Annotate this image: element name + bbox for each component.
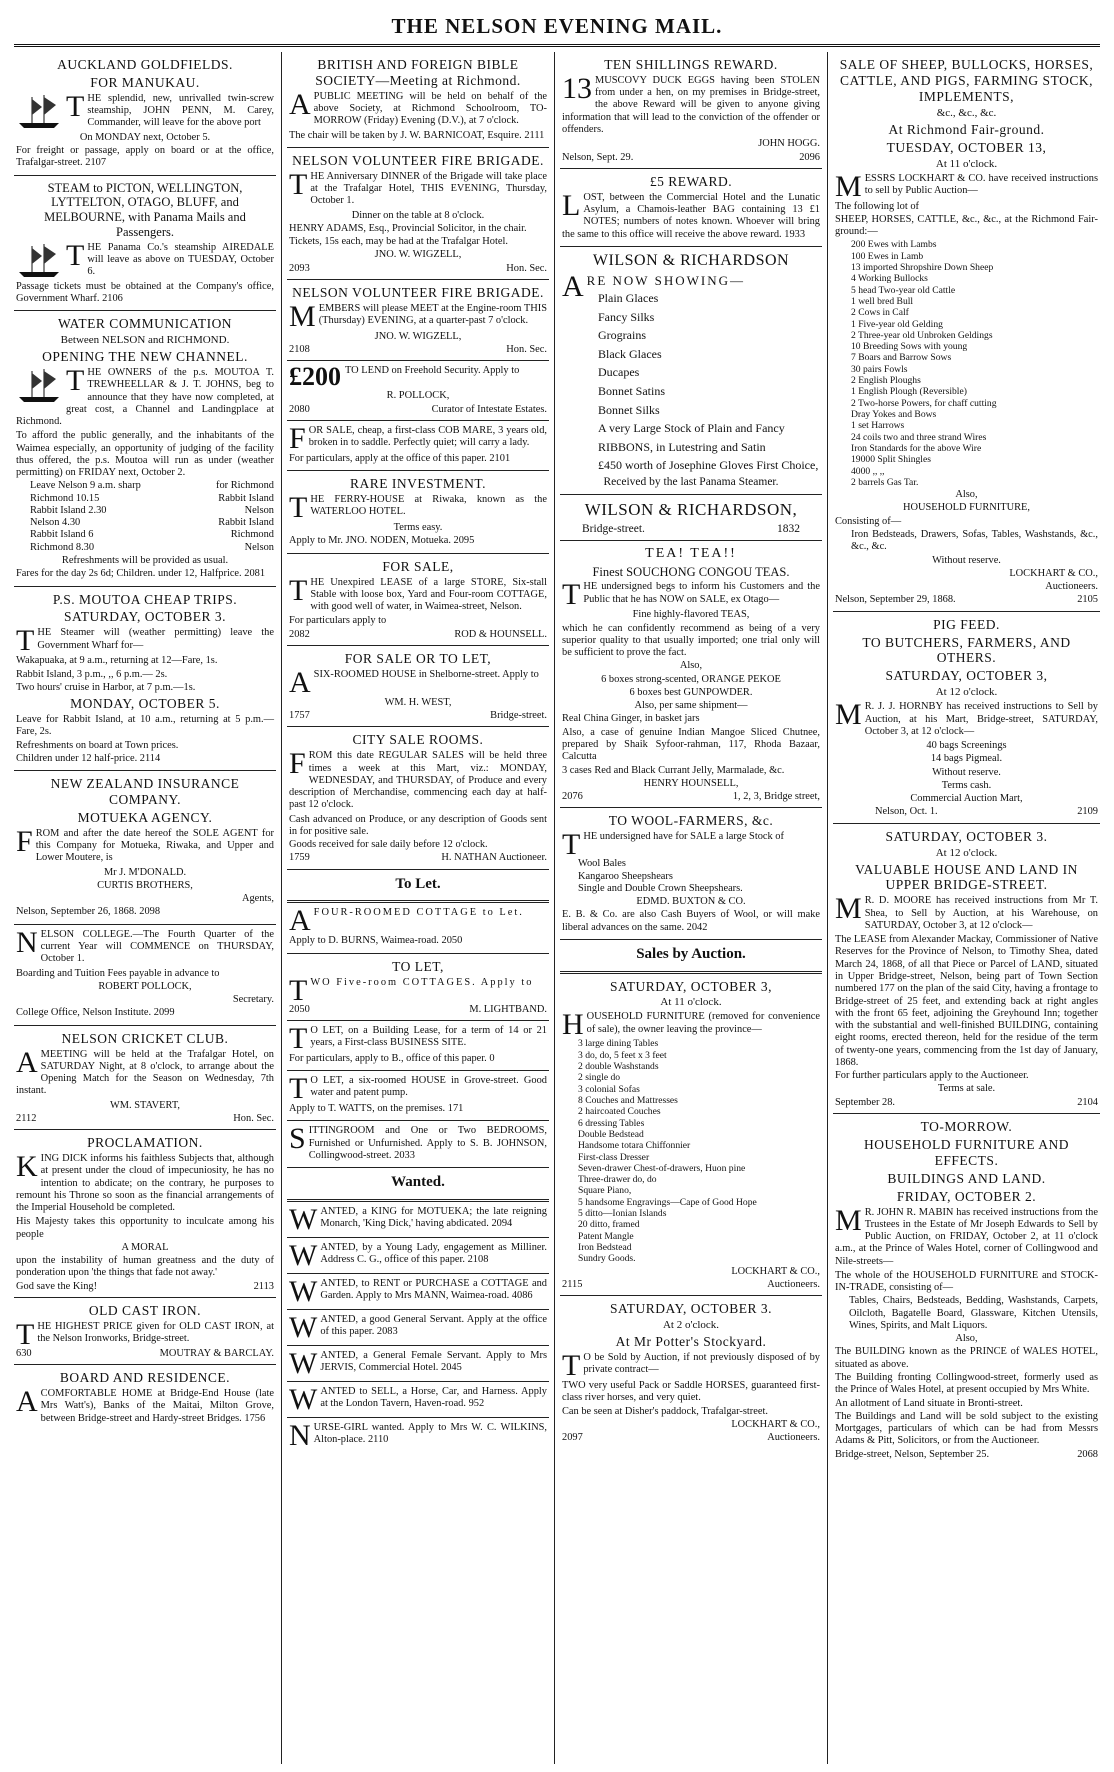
ad-body: ELSON COLLEGE.—The Fourth Quarter of the current Year will COMMENCE on THURSDAY, October 1.: [40, 928, 274, 965]
drop-cap: T: [16, 1317, 35, 1351]
ad-number: 2099: [153, 1007, 175, 1019]
ad-date: On MONDAY next, October 5.: [79, 131, 211, 143]
drop-cap: H: [562, 1008, 584, 1042]
ad-title: BRITISH AND FOREIGN BIBLE SOCIETY—Meeting at Richmond.: [315, 57, 521, 88]
ad-number: 2050: [289, 1003, 310, 1015]
ad-title: CITY SALE ROOMS.: [352, 732, 484, 748]
ad-body: ANTED to SELL, a Horse, Car, and Harness. Apply at the London Tavern, Haven-road.: [320, 1385, 547, 1410]
ad-nelson-college: NELSON COLLEGE.—The Fourth Quarter of the current Year will COMMENCE on THURSDAY, October 1. Boarding and Tuition Fees payable in advance to ROBERT POLLOCK, Secretary. College Office, Nelson Institute. 2099: [14, 925, 276, 1026]
column-4: [833, 52, 1100, 1764]
ad-title: PIG FEED.: [933, 616, 1000, 632]
drop-cap: M: [835, 1203, 862, 1237]
column-2: [287, 52, 549, 1764]
ad-number: 2076: [562, 791, 583, 803]
ad-nurse-girl: [287, 1418, 549, 1453]
ad-body: ROM and after the date hereof the SOLE AGENT for this Company for Motueka, Riwaka, and Upper and Lower Moutere, is: [35, 827, 274, 864]
drop-cap: S: [289, 1122, 306, 1156]
ad-money-to-lend: £200 TO LEND on Freehold Security. Apply to R. POLLOCK, 2080 Curator of Intestate Estates.: [287, 361, 549, 421]
ad-number: 2114: [139, 752, 161, 764]
ad-to-morrow: TO-MORROW. HOUSEHOLD FURNITURE AND EFFECTS. BUILDINGS AND LAND. FRIDAY, OCTOBER 2. M R. JOHN R. MABIN has received instructions from the Trustees in the Estate of Mr Joseph Edwards to Sell by Public Auction, on FRIDAY, October 2, at 11 o'clock a.m., at the Prince of Wales Hotel, corner of Collingwood and Nile-streets— The whole of the HOUSEHOLD FURNITURE and STOCK-IN-TRADE, consisting of— Tables, Chairs, Bedsteads, Bedding, Washstands, Carpets, Oilcloth, Bagatelle Board, Glassware, Kitchen Utensils, Wines, Spirits, and Malt Liquors. Also, The BUILDING known as the PRINCE of WALES HOTEL, situated as above. The Building fronting Collingwood-street, formerly used as the Prince of Wales Hotel, at present occupied by Mrs White. An allotment of Land situate in Bronti-street. The Buildings and Land will be sold subject to the existing Mortgages, particulars of which can be had from Messrs Adams & Pitt, Solicitors, or from the Auctioneer. Bridge-street, Nelson, September 25. 2068: [835, 1118, 1098, 1460]
ad-number: 2113: [253, 1280, 274, 1292]
ad-title: AUCKLAND GOLDFIELDS.: [57, 57, 233, 72]
ad-cob-mare: FOR SALE, cheap, a first-class COB MARE, 3 years old, broken in to saddle. Perfectly quiet; will carry a lady. For particulars, apply at the office of this paper. 2101: [287, 421, 549, 471]
ad-title: WILSON & RICHARDSON,: [584, 500, 798, 520]
ad-number: 2083: [376, 1326, 398, 1338]
drop-cap: 13: [562, 71, 592, 105]
ad-date: SATURDAY, OCTOBER 3,: [609, 978, 773, 994]
ad-title: P.S. MOUTOA CHEAP TRIPS.: [52, 591, 238, 607]
column-rule: [281, 52, 282, 1764]
ad-ten-shillings-reward: TEN SHILLINGS REWARD. 13 MUSCOVY DUCK EGGS having been STOLEN from under a hen, on my premises in Bridge-street, the above Reward will be given to anyone giving information that will lead to the conviction of the offender or offenders. JOHN HOGG. Nelson, Sept. 29. 2096: [560, 52, 822, 169]
ad-date: SATURDAY, OCTOBER 3,: [885, 668, 1048, 684]
drop-cap: A: [16, 1045, 38, 1079]
ad-subtitle: OPENING THE NEW CHANNEL.: [42, 349, 248, 365]
ad-note: Refreshments will be provided as usual.: [61, 554, 229, 566]
ad-title: NELSON VOLUNTEER FIRE BRIGADE.: [292, 152, 544, 168]
drop-cap: N: [289, 1418, 311, 1452]
ad-tea: TEA! TEA!! Finest SOUCHONG CONGOU TEAS. THE undersigned begs to inform his Customers and the Public that he has NOW on SALE, ex Otago— Fine highly-flavored TEAS, which he can confidently recommend as being of a very superior quality to that usually imported; one trial only will be sufficient to prove the fact. Also, 6 boxes strong-scented, ORANGE PEKOE 6 boxes best GUNPOWDER. Also, per same shipment— Real China Ginger, in basket jars Also, a case of genuine Indian Mangoe Sliced Chutnee, prepared by Shaik Syfoor-rahman, 117, Rhoda Bazaar, Calcutta 3 cases Red and Black Currant Jelly, Marmalade, &c. HENRY HOUNSELL, 2076 1, 2, 3, Bridge street,: [560, 541, 822, 808]
ad-city-sale-rooms: CITY SALE ROOMS. FROM this date REGULAR SALES will be held three times a week at this Mart, viz.: MONDAY, WEDNESDAY, and THURSDAY, of Produce and every description of Merchandise, commencing each day at half-past 12 o'clock. Cash advanced on Produce, or any description of Goods sent in for positive sale. Goods received for sale daily before 12 o'clock. 1759 H. NATHAN Auctioneer.: [287, 727, 549, 869]
drop-cap: A: [16, 1385, 38, 1419]
ad-subtitle: Finest SOUCHONG CONGOU TEAS.: [592, 564, 790, 579]
ad-house-and-land: SATURDAY, OCTOBER 3. At 12 o'clock. VALUABLE HOUSE AND LAND IN UPPER BRIDGE-STREET. M R. D. MOORE has received instructions from Mr T. Shea, to Sell by Auction, at his Warehouse, on SATURDAY, October 3, at 12 o'clock— The LEASE from Alexander Mackay, Commissioner of Native Reserves for the Province of Nelson, to Timothy Shea, dated March 24, 1868, of all that Piece or Parcel of LAND, situated in Upper Bridge-street, Nelson, being part of Town Section numbered 177 on the plan of the said City, having a frontage to Bridge-street of 25 feet, and extending back at right angles with the front 65 feet, adjoining the Greyhound Inn; together with the substantial and well-finished BUILDING, containing eight rooms, erected thereon, held for the residue of the term of twenty-one years, commencing from the 1st day of January, 1868. For further particulars apply to the Auctioneer. Terms at sale. September 28. 2104: [833, 824, 1100, 1114]
section-sales-by-auction: [560, 940, 822, 974]
ad-body: HE undersigned have for SALE a large Stock of: [583, 831, 784, 843]
ad-moutoa-trips: P.S. MOUTOA CHEAP TRIPS. SATURDAY, OCTOBER 3. THE Steamer will (weather permitting) leave the Government Wharf for— Wakapuaka, at 9 a.m., returning at 12—Fare, 1s. Rabbit Island, 3 p.m., ,, 6 p.m.— 2s. Two hours' cruise in Harbor, at 7 p.m.—1s. MONDAY, OCTOBER 5. Leave for Rabbit Island, at 10 a.m., returning at 5 p.m.—Fare, 2s. Refreshments on board at Town prices. Children under 12 half-price. 2114: [14, 587, 276, 772]
ad-board-residence: [14, 1365, 276, 1430]
ad-body: To afford the public generally, and the inhabitants of the Waimea especially, an opportunity of judging of the facility thus offered, the p.s. Moutoa will run as under (weather permitting) on FRIDAY next, October 2.: [16, 430, 274, 479]
drop-cap: T: [289, 167, 308, 201]
ad-subtitle: TO BUTCHERS, FARMERS, AND OTHERS.: [862, 634, 1071, 666]
ad-number: 2081: [244, 568, 266, 580]
ad-title: BOARD AND RESIDENCE.: [59, 1370, 231, 1386]
ad-title: NELSON CRICKET CLUB.: [61, 1030, 229, 1046]
ad-body: HE Panama Co.'s steamship AIREDALE will leave as above on TUESDAY, October 6.: [87, 241, 274, 278]
drop-cap: W: [289, 1202, 318, 1236]
ad-footer: For freight or passage, apply on board or at the office, Trafalgar-street.: [16, 145, 274, 169]
drop-cap: K: [16, 1150, 38, 1184]
drop-cap: W: [289, 1274, 318, 1308]
drop-cap: W: [289, 1310, 318, 1344]
ad-number: 2045: [441, 1362, 462, 1374]
drop-cap: T: [289, 1072, 308, 1106]
ad-footer: Fares for the day 2s 6d; Children. under 12, Halfprice.: [16, 568, 242, 580]
ad-title: WILSON & RICHARDSON: [592, 251, 790, 269]
ad-body: ANTED, by a Young Lady, engagement as Milliner. Address C. G., office of this paper.: [320, 1241, 547, 1266]
ad-grove-street: T O LET, a six-roomed HOUSE in Grove-street. Good water and patent pump. Apply to T. WATTS, on the premises. 171: [287, 1071, 549, 1121]
column-3: [560, 52, 822, 1764]
ad-wanted-king: [287, 1202, 549, 1238]
column-1: [14, 52, 276, 1764]
ad-footer: Passage tickets must be obtained at the Company's office, Government Wharf.: [16, 280, 274, 304]
drop-cap: T: [289, 1021, 308, 1055]
ad-number: 1759: [289, 852, 310, 864]
section-heading: Wanted.: [391, 1174, 445, 1191]
ad-body: COMFORTABLE HOME at Bridge-End House (late Mrs Watt's), Banks of the Maitai, Milton Grove, between Bridge-street and Hardy-street Bridges.: [40, 1388, 274, 1424]
ad-auckland-goldfields: [14, 52, 276, 176]
ad-water-communication: [14, 311, 276, 586]
ad-wanted-sell-horse: [287, 1382, 549, 1418]
ad-wanted-servant: [287, 1310, 549, 1346]
drop-cap: T: [66, 89, 85, 123]
ad-cottage: AFOUR-ROOMED COTTAGE to Let. Apply to D. BURNS, Waimea-road. 2050: [287, 903, 549, 953]
ad-subtitle: MOTUEKA AGENCY.: [77, 809, 213, 825]
ad-body: HE Anniversary DINNER of the Brigade will take place at the Trafalgar Hotel, THIS EVENING, Thursday, October 1.: [310, 170, 547, 207]
section-heading: To Let.: [395, 875, 441, 892]
ad-title: VALUABLE HOUSE AND LAND IN UPPER BRIDGE-STREET.: [855, 861, 1078, 893]
drop-cap: T: [562, 828, 581, 862]
ad-body: TO LEND on Freehold Security. Apply to: [345, 365, 520, 377]
ad-body: R. D. MOORE has received instructions from Mr T. Shea, to Sell by Auction, at his Warehouse, on SATURDAY, October 3, at 12 o'clock—: [864, 895, 1098, 931]
drop-cap: T: [289, 491, 308, 525]
drop-cap: A: [289, 904, 311, 938]
ad-number: 630: [16, 1347, 32, 1359]
ad-number: 2098: [139, 906, 161, 918]
column-rule: [554, 52, 555, 1764]
ad-building-lease: T O LET, on a Building Lease, for a term of 14 or 21 years, a First-class BUSINESS SITE. For particulars, apply to B., office of this paper. 0: [287, 1021, 549, 1071]
ad-subtitle: FOR MANUKAU.: [90, 74, 200, 90]
ad-body: OUSEHOLD FURNITURE (removed for convenience of sale), the owner leaving the province—: [586, 1011, 820, 1035]
goods-list: Plain Glaces Fancy Silks Grograins Black Glaces Ducapes Bonnet Satins Bonnet Silks A very Large Stock of Plain and Fancy RIBBONS, in Lutestring and Satin £450 worth of Josephine Gloves First Choice,: [598, 290, 819, 473]
column-rule: [827, 52, 828, 1764]
ad-body: HE Steamer will (weather permitting) leave the Government Wharf for—: [37, 627, 274, 651]
ship-icon: [16, 367, 62, 405]
drop-cap: F: [16, 824, 33, 858]
drop-cap: A: [289, 87, 311, 121]
section-wanted: [287, 1168, 549, 1202]
ad-number: 2042: [686, 921, 708, 933]
ad-wool-farmers: TO WOOL-FARMERS, &c. THE undersigned have for SALE a large Stock of Wool Bales Kangaroo Sheepshears Single and Double Crown Sheepshears. EDMD. BUXTON & CO. E. B. & Co. are also Cash Buyers of Wool, or will make liberal advances on the same. 2042: [560, 808, 822, 940]
ad-number: 1832: [777, 522, 800, 535]
ad-body: HE splendid, new, unrivalled twin-screw steamship, JOHN PENN, M. Carey, Commander, will leave for the above port: [87, 92, 274, 129]
ad-title: £5 REWARD.: [649, 173, 733, 189]
ad-fire-brigade-dinner: NELSON VOLUNTEER FIRE BRIGADE. THE Anniversary DINNER of the Brigade will take place at the Trafalgar Hotel, THIS EVENING, Thursday, October 1. Dinner on the table at 8 o'clock. HENRY ADAMS, Esq., Provincial Solicitor, in the chair. Tickets, 15s each, may be had at the Trafalgar Hotel. JNO. W. WIGZELL, 2093 Hon. Sec.: [287, 148, 549, 280]
ad-sale-of-sheep: SALE OF SHEEP, BULLOCKS, HORSES, CATTLE, AND PIGS, FARMING STOCK, IMPLEMENTS, &c., &c., &c. At Richmond Fair-ground. TUESDAY, OCTOBER 13, At 11 o'clock. MESSRS LOCKHART & CO. have received instructions to sell by Public Auction— The following lot of SHEEP, HORSES, CATTLE, &c., &c., at the Richmond Fair-ground:— 200 Ewes with Lambs 100 Ewes in Lamb 13 imported Shropshire Down Sheep 4 Working Bullocks 5 head Two-year old Cattle 1 well bred Bull 2 Cows in Calf 1 Five-year old Gelding 2 Three-year old Unbroken Geldings 10 Breeding Sows with young 7 Boars and Barrow Sows 30 pairs Fowls 2 English Ploughs 1 English Plough (Reversible) 2 Two-horse Powers, for chaff cutting Dray Yokes and Bows 1 set Harrows 24 coils two and three strand Wires Iron Standards for the above Wire 19000 Split Shingles 4000 ,, ,, 2 barrels Gas Tar. Also, HOUSEHOLD FURNITURE, Consisting of— Iron Bedsteads, Drawers, Sofas, Tables, Washstands, &c., &c., &c. Without reserve. LOCKHART & CO., Auctioneers. Nelson, September 29, 1868. 2105: [833, 52, 1100, 612]
ad-number: 2108: [467, 1254, 489, 1266]
section-heading: Sales by Auction.: [636, 945, 746, 962]
ad-rare-investment: RARE INVESTMENT. THE FERRY-HOUSE at Riwaka, known as the WATERLOO HOTEL. Terms easy. Apply to Mr. JNO. NODEN, Motueka. 2095: [287, 471, 549, 553]
ad-old-cast-iron: OLD CAST IRON. THE HIGHEST PRICE given for OLD CAST IRON, at the Nelson Ironworks, Bridge-street. 630 MOUTRAY & BARCLAY.: [14, 1298, 276, 1365]
ad-body: ESSRS LOCKHART & CO. have received instructions to sell by Public Auction—: [864, 172, 1098, 196]
ad-title: PROCLAMATION.: [87, 1135, 203, 1151]
ad-number: 2108: [289, 344, 310, 356]
ad-nz-insurance: NEW ZEALAND INSURANCE COMPANY. MOTUEKA AGENCY. FROM and after the date hereof the SOLE AGENT for this Company for Motueka, Riwaka, and Upper and Lower Moutere, is Mr J. M'DONALD. CURTIS BROTHERS, Agents, Nelson, September 26, 1868. 2098: [14, 771, 276, 925]
drop-cap: A: [289, 665, 311, 699]
ad-title: FOR SALE OR TO LET,: [344, 650, 492, 666]
ad-potters-stockyard: SATURDAY, OCTOBER 3. At 2 o'clock. At Mr Potter's Stockyard. T O be Sold by Auction, if not previously disposed of by private contract— TWO very useful Pack or Saddle HORSES, guaranteed first-class river horses, and very quiet. Can be seen at Disher's paddock, Trafalgar-street. LOCKHART & CO., 2097 Auctioneers.: [562, 1301, 820, 1444]
drop-cap: M: [289, 299, 316, 333]
ad-title: STEAM to PICTON, WELLINGTON, LYTTELTON, OTAGO, BLUFF, and MELBOURNE, with Panama Mails and Passengers.: [44, 180, 246, 239]
ad-body: SIX-ROOMED HOUSE in Shelborne-street. Apply to: [313, 668, 539, 680]
drop-cap: M: [835, 169, 862, 203]
ad-number: 4086: [511, 1290, 533, 1302]
drop-cap: F: [289, 747, 306, 781]
ad-body: O LET, a six-roomed HOUSE in Grove-street. Good water and patent pump.: [310, 1075, 547, 1099]
ad-body: R. J. J. HORNBY has received instructions to Sell by Auction, at his Mart, Bridge-street, SATURDAY, October 3, at 12 o'clock—: [864, 701, 1098, 737]
ad-wilson-richardson-showing: WILSON & RICHARDSON ARE NOW SHOWING— Plain Glaces Fancy Silks Grograins Black Glaces Ducapes Bonnet Satins Bonnet Silks A very Large Stock of Plain and Fancy RIBBONS, in Lutestring and Satin £450 worth of Josephine Gloves First Choice, Received by the last Panama Steamer.: [560, 247, 822, 496]
ad-to-let-cottages: TO LET, TWO Five-room COTTAGES. Apply to 2050 M. LIGHTBAND.: [287, 954, 549, 1021]
ad-number: 2107: [85, 157, 107, 169]
ad-date: SATURDAY, OCTOBER 3.: [609, 1301, 773, 1317]
ad-body: WO Five-room COTTAGES. Apply to: [310, 976, 534, 988]
ad-title: TO LET,: [392, 958, 444, 974]
ad-body: ING DICK informs his faithless Subjects that, although at present under the cloud of impecuniosity, he has no intention to abdicate; on the contrary, he purposes to remount his Throne so soon as the financial arrangements of the Imperial Household be completed.: [16, 1153, 274, 1214]
ad-body: ANTED, to RENT or PURCHASE a COTTAGE and Garden. Apply to Mrs MANN, Waimea-road.: [320, 1277, 547, 1302]
stock-list: 200 Ewes with Lambs 100 Ewes in Lamb 13 imported Shropshire Down Sheep 4 Working Bullocks 5 head Two-year old Cattle 1 well bred Bull 2 Cows in Calf 1 Five-year old Gelding 2 Three-year old Unbroken Geldings 10 Breeding Sows with young 7 Boars and Barrow Sows 30 pairs Fowls 2 English Ploughs 1 English Plough (Reversible) 2 Two-horse Powers, for chaff cutting Dray Yokes and Bows 1 set Harrows 24 coils two and three strand Wires Iron Standards for the above Wire 19000 Split Shingles 4000 ,, ,, 2 barrels Gas Tar.: [851, 239, 997, 488]
ad-pig-feed: PIG FEED. TO BUTCHERS, FARMERS, AND OTHERS. SATURDAY, OCTOBER 3, At 12 o'clock. M R. J. J. HORNBY has received instructions to Sell by Auction, at his Mart, Bridge-street, SATURDAY, October 3, at 12 o'clock— 40 bags Screenings 14 bags Pigmeal. Without reserve. Terms cash. Commercial Auction Mart, Nelson, Oct. 1. 2109: [833, 612, 1100, 824]
ad-date: SATURDAY, OCTOBER 3.: [885, 828, 1048, 844]
ad-title: TEN SHILLINGS REWARD.: [604, 57, 778, 72]
ad-number: 2096: [799, 151, 820, 163]
ad-body: OST, between the Commercial Hotel and the Lunatic Asylum, a Chamois-leather BAG containing 13 £1 NOTES; numbers of notes known. Whoever will bring the same to this office will receive the above reward.: [562, 191, 820, 240]
ad-for-sale-store: FOR SALE, THE Unexpired LEASE of a large STORE, Six-stall Stable with loose box, Yard and Four-room COTTAGE, with good well of water, in Waimea-street, Nelson. For particulars apply to 2082 ROD & HOUNSELL.: [287, 554, 549, 646]
drop-cap: L: [562, 188, 581, 222]
ship-icon: [16, 93, 62, 131]
ad-number: 2050: [441, 935, 463, 947]
drop-cap: W: [289, 1346, 318, 1380]
ad-title: TO WOOL-FARMERS, &c.: [608, 813, 774, 829]
masthead: THE NELSON EVENING MAIL.: [391, 14, 723, 38]
ad-body: ANTED, a good General Servant. Apply at the office of this paper.: [320, 1313, 547, 1338]
section-to-let: [287, 870, 549, 904]
ad-number: 2101: [489, 452, 511, 464]
ad-date: SATURDAY, OCTOBER 3.: [63, 609, 227, 625]
lend-amount: £200: [289, 362, 341, 392]
furniture-list: 3 large dining Tables 3 do, do, 5 feet x 3 feet 2 double Washstands 2 single do 3 colonial Sofas 8 Couches and Mattresses 2 haircoated Couches 6 dressing Tables Double Bedstead Handsome totara Chiffonnier First-class Dresser Seven-drawer Chest-of-drawers, Huon pine Three-drawer do, do Square Piano, 5 handsome Engravings—Cape of Good Hope 5 ditto—Ionian Islands 20 ditto, framed Patent Mangle Iron Bedstead Sundry Goods.: [578, 1038, 757, 1265]
drop-cap: N: [16, 925, 38, 959]
ad-number: 1757: [289, 710, 310, 722]
ad-body: O be Sold by Auction, if not previously disposed of by private contract—: [583, 1352, 820, 1376]
ad-body: MUSCOVY DUCK EGGS having been STOLEN from under a hen, on my premises in Bridge-street, the above Reward will be given to anyone giving information that will lead to the conviction of the offender or offenders.: [562, 74, 820, 135]
ad-wanted-female-servant: [287, 1346, 549, 1382]
ad-title: TO-MORROW.: [920, 1118, 1013, 1134]
ad-body: O LET, on a Building Lease, for a term of 14 or 21 years, a First-class BUSINESS SITE.: [310, 1024, 547, 1049]
ad-number: 2080: [289, 403, 310, 415]
ad-number: 2106: [102, 292, 123, 304]
ad-number: 2109: [1077, 806, 1098, 818]
ad-number: 952: [468, 1398, 485, 1410]
ad-body: FOUR-ROOMED COTTAGE to Let.: [313, 907, 524, 919]
ad-body: R. JOHN R. MABIN has received instructions from the Trustees in the Estate of Mr Joseph Edwards to Sell by Public Auction, on FRIDAY, October 2, at 11 o'clock a.m., at the Prince of Wales Hotel, corner of Collingwood and Nile-streets—: [835, 1206, 1098, 1267]
ad-subtitle: BUILDINGS AND LAND.: [887, 1170, 1046, 1186]
ad-subtitle: HOUSEHOLD FURNITURE AND EFFECTS.: [863, 1136, 1069, 1168]
ad-number: 2094: [491, 1218, 513, 1230]
drop-cap: F: [289, 421, 306, 455]
ad-number: 1756: [244, 1412, 266, 1424]
ad-wanted-cottage: [287, 1274, 549, 1310]
ad-number: 1933: [784, 228, 806, 240]
ad-five-pound-reward: [560, 169, 822, 247]
ad-number: 2104: [1077, 1096, 1098, 1108]
ad-body: PUBLIC MEETING will be held on behalf of the above Society, at Richmond Schoolroom, TO-MORROW (Friday) Evening (D.V.), at 7 o'clock.: [313, 90, 547, 127]
drop-cap: T: [289, 573, 308, 607]
ad-title: TEA! TEA!!: [645, 546, 737, 562]
ad-steam-picton: [14, 176, 276, 312]
ad-title: RARE INVESTMENT.: [350, 476, 486, 492]
ad-body: ROM this date REGULAR SALES will be held three times a week at this Mart, viz.: MONDAY, WEDNESDAY, and THURSDAY, of Produce and every description of Merchandise, commencing each day at half-past 12 o'clock.: [289, 750, 547, 811]
ad-body: EMBERS will please MEET at the Engine-room THIS (Thursday) EVENING, at a quarter-past 7 o'clock.: [318, 302, 547, 327]
ad-number: 2110: [367, 1434, 389, 1446]
timetable: Leave Nelson 9 a.m. sharp for Richmond Richmond 10.15 Rabbit Island Rabbit Island 2.30 Nelson Nelson 4.30 Rabbit Island Rabbit Island 6 Richmond Richmond 8.30 Nelson: [30, 480, 274, 553]
ad-body: ITTINGROOM and One or Two BEDROOMS, Furnished or Unfurnished. Apply to S. B. JOHNSON, Collingwood-street.: [308, 1125, 547, 1161]
drop-cap: W: [289, 1382, 318, 1416]
ad-body: HE OWNERS of the p.s. MOUTOA T. TREWHEELLAR & J. T. JOHNS, beg to announce that they have now completed, at great cost, a Channel and Landingplace at Richmond.: [16, 366, 274, 428]
drop-cap: A: [562, 269, 584, 303]
ad-number: 2082: [289, 628, 310, 640]
ad-body: HE FERRY-HOUSE at Riwaka, known as the WATERLOO HOTEL.: [310, 494, 547, 518]
ad-number: 2105: [1077, 594, 1098, 606]
drop-cap: T: [562, 1349, 581, 1383]
ad-title: NELSON VOLUNTEER FIRE BRIGADE.: [292, 284, 544, 300]
ad-number: 171: [447, 1103, 464, 1115]
ad-number: 2068: [1077, 1448, 1098, 1460]
ad-body: MEETING will be held at the Trafalgar Hotel, on SATURDAY Night, at 8 o'clock, to arrange about the Opening Match for the Season on Wednesday, 7th instant.: [16, 1048, 274, 1097]
ad-title: WATER COMMUNICATION: [57, 316, 233, 332]
ad-fire-brigade-meet: NELSON VOLUNTEER FIRE BRIGADE. MEMBERS will please MEET at the Engine-room THIS (Thursday) EVENING, at a quarter-past 7 o'clock. JNO. W. WIGZELL, 2108 Hon. Sec.: [287, 280, 549, 361]
ad-title: OLD CAST IRON.: [88, 1302, 202, 1318]
masthead-rule: [14, 44, 1100, 47]
drop-cap: T: [66, 238, 85, 272]
ad-body: RE NOW SHOWING—: [586, 272, 745, 288]
ad-number: 2097: [562, 1432, 583, 1444]
ad-date: FRIDAY, OCTOBER 2.: [896, 1188, 1037, 1204]
ad-number: 2111: [524, 129, 545, 141]
ad-title: NEW ZEALAND INSURANCE COMPANY.: [50, 776, 240, 808]
drop-cap: T: [66, 363, 85, 397]
ad-date: MONDAY, OCTOBER 5.: [70, 696, 220, 712]
drop-cap: M: [835, 892, 862, 926]
ad-body: HE Unexpired LEASE of a large STORE, Six-stall Stable with loose box, Yard and Four-room COTTAGE, with good well of water, in Waimea-street, Nelson.: [310, 576, 547, 613]
ad-body: HE HIGHEST PRICE given for OLD CAST IRON, at the Nelson Ironworks, Bridge-street.: [37, 1320, 274, 1345]
ad-wanted-milliner: [287, 1238, 549, 1274]
ad-body: URSE-GIRL wanted. Apply to Mrs W. C. WILKINS, Alton-place.: [313, 1421, 547, 1446]
ad-subtitle: Between NELSON and RICHMOND.: [60, 334, 230, 347]
ad-number: 0: [489, 1052, 495, 1064]
ad-number: 2095: [453, 535, 475, 547]
ad-body: OR SALE, cheap, a first-class COB MARE, 3 years old, broken in to saddle. Perfectly quiet; will carry a lady.: [308, 424, 547, 449]
ad-body: ANTED, a KING for MOTUEKA; the late reigning Monarch, 'King Dick,' having abdicated.: [320, 1205, 547, 1230]
ad-body: ANTED, a General Female Servant. Apply to Mrs JERVIS, Commercial Hotel.: [320, 1349, 547, 1374]
ad-title: FOR SALE,: [382, 558, 454, 574]
drop-cap: T: [16, 624, 35, 658]
ad-number: 2033: [394, 1149, 415, 1161]
ad-sittingroom: [287, 1121, 549, 1168]
ad-number: 2112: [16, 1112, 37, 1124]
ad-number: 2115: [562, 1278, 583, 1290]
drop-cap: W: [289, 1238, 318, 1272]
drop-cap: M: [835, 698, 862, 732]
drop-cap: T: [562, 578, 581, 612]
ship-icon: [16, 242, 62, 280]
ad-proclamation: PROCLAMATION. KING DICK informs his faithless Subjects that, although at present under the cloud of impecuniosity, he has no intention to abdicate; on the contrary, he purposes to remount his Throne so soon as the financial arrangements of the Imperial Household be completed. His Majesty takes this opportunity to inculcate among his people A MORAL upon the instability of human greatness and the duty of ponderation upon 'the things that fade not away.' God save the King! 2113: [14, 1130, 276, 1298]
ad-number: 2093: [289, 262, 310, 274]
ad-body: HE undersigned begs to inform his Customers and the Public that he has NOW on SALE, ex Otago—: [583, 581, 820, 605]
drop-cap: T: [289, 973, 308, 1007]
ad-cricket-club: NELSON CRICKET CLUB. AMEETING will be held at the Trafalgar Hotel, on SATURDAY Night, at 8 o'clock, to arrange about the Opening Match for the Season on Wednesday, 7th instant. WM. STAVERT, 2112 Hon. Sec.: [14, 1026, 276, 1131]
ad-wilson-richardson-address: WILSON & RICHARDSON, Bridge-street. 1832: [560, 495, 822, 541]
ad-bible-society: BRITISH AND FOREIGN BIBLE SOCIETY—Meeting at Richmond. APUBLIC MEETING will be held on behalf of the above Society, at Richmond Schoolroom, TO-MORROW (Friday) Evening (D.V.), at 7 o'clock. The chair will be taken by J. W. BARNICOAT, Esquire. 2111: [287, 52, 549, 148]
ad-household-furniture: SATURDAY, OCTOBER 3, At 11 o'clock. HOUSEHOLD FURNITURE (removed for convenience of sale), the owner leaving the province— 3 large dining Tables 3 do, do, 5 feet x 3 feet 2 double Washstands 2 single do 3 colonial Sofas 8 Couches and Mattresses 2 haircoated Couches 6 dressing Tables Double Bedstead Handsome totara Chiffonnier First-class Dresser Seven-drawer Chest-of-drawers, Huon pine Three-drawer do, do Square Piano, 5 handsome Engravings—Cape of Good Hope 5 ditto—Ionian Islands 20 ditto, framed Patent Mangle Iron Bedstead Sundry Goods. LOCKHART & CO., 2115 Auctioneers.: [560, 974, 822, 1297]
ad-title: SALE OF SHEEP, BULLOCKS, HORSES, CATTLE, AND PIGS, FARMING STOCK, IMPLEMENTS,: [839, 57, 1094, 104]
ad-sale-or-let: FOR SALE OR TO LET, ASIX-ROOMED HOUSE in Shelborne-street. Apply to WM. H. WEST, 1757 Bridge-street.: [287, 646, 549, 727]
ad-date: TUESDAY, OCTOBER 13,: [886, 139, 1047, 155]
